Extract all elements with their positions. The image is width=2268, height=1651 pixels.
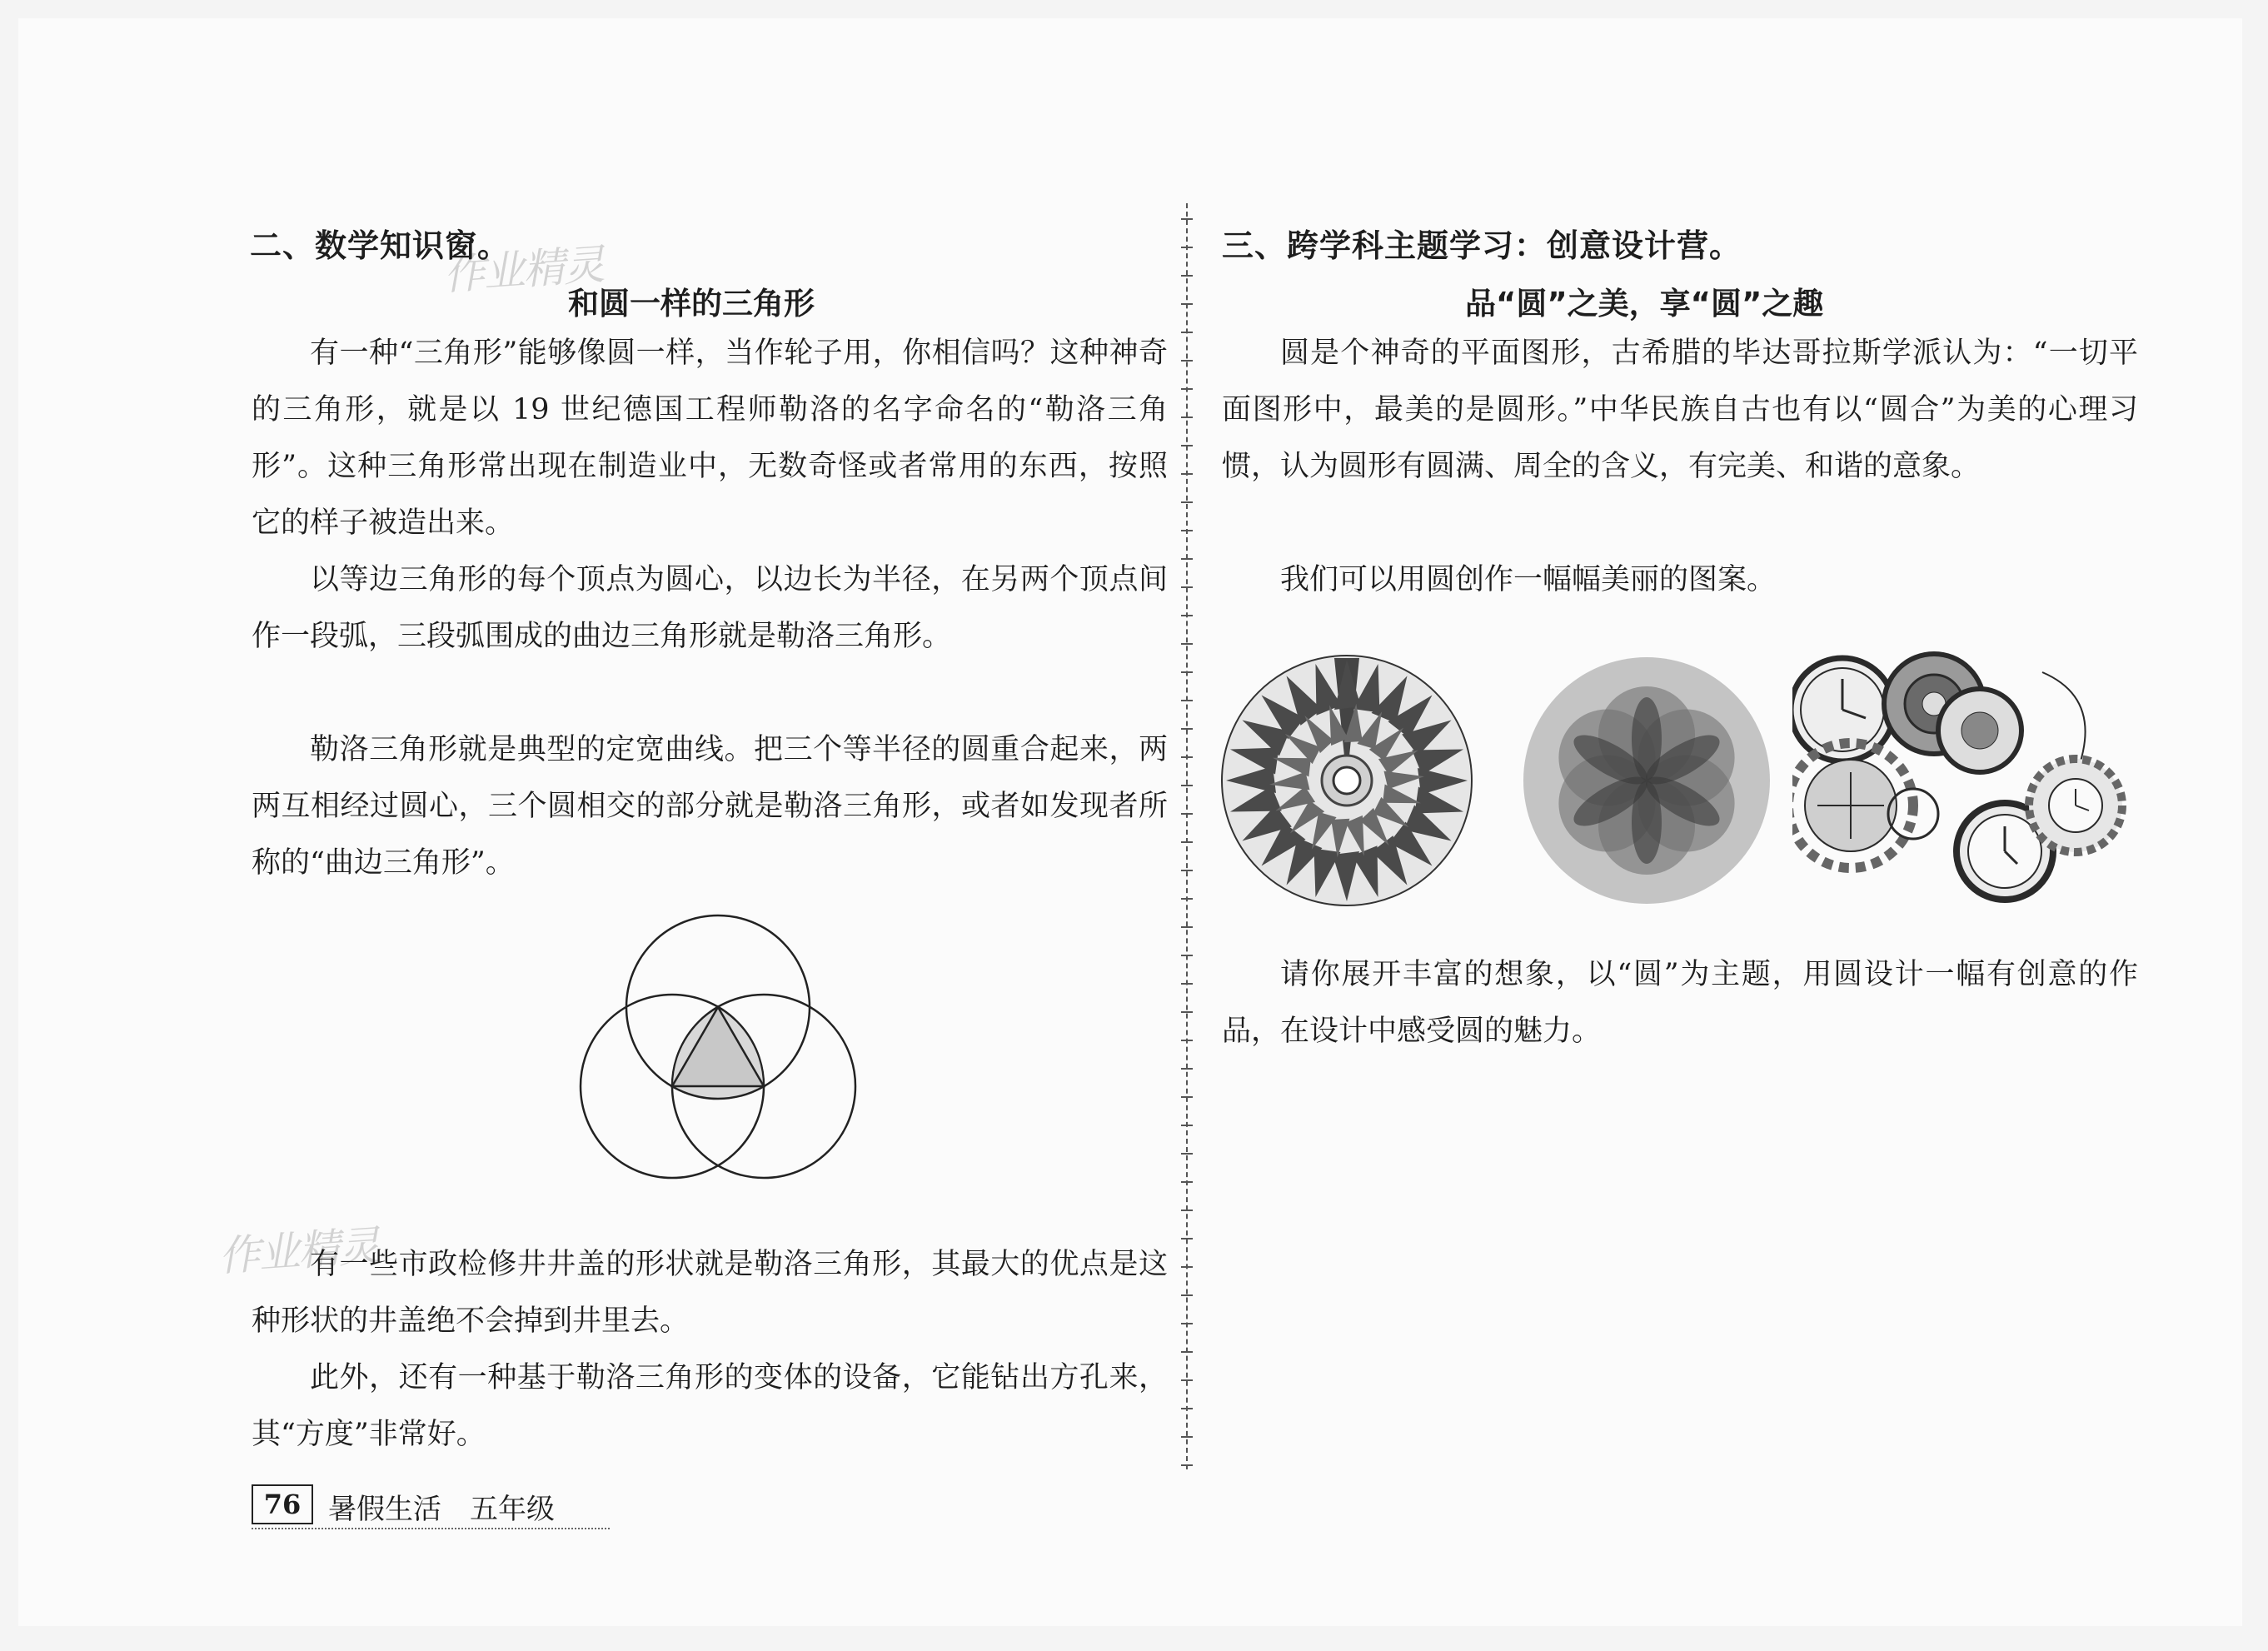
divider-tick [1181, 1125, 1193, 1126]
divider-tick [1181, 388, 1193, 390]
divider-tick [1181, 1011, 1193, 1013]
divider-tick [1181, 813, 1193, 815]
reuleaux-triangle-diagram [560, 914, 876, 1214]
divider-tick [1181, 1153, 1193, 1155]
paragraph-patterns: 我们可以用圆创作一幅幅美丽的图案。 [1280, 563, 1777, 596]
divider-tick [1181, 983, 1193, 985]
divider-tick [1181, 1096, 1193, 1098]
divider-tick [1181, 530, 1193, 531]
divider-tick [1181, 501, 1193, 503]
paragraph-constant-width: 勒洛三角形就是典型的定宽曲线。把三个等半径的圆重合起来，两两互相经过圆心，三个圆相交的部分就是勒洛三角形，或者如发现者所称的“曲边三角形”。 [252, 733, 1168, 880]
section-heading-design-camp: 三、跨学科主题学习：创意设计营。 [1222, 227, 1742, 264]
divider-tick [1181, 1464, 1193, 1466]
divider-tick [1181, 303, 1193, 305]
page-number: 76 [252, 1484, 313, 1524]
divider-tick [1181, 558, 1193, 560]
divider-tick [1181, 445, 1193, 446]
divider-tick [1181, 1379, 1193, 1381]
divider-tick [1181, 700, 1193, 701]
workbook-page [18, 18, 2242, 1626]
divider-tick [1181, 926, 1193, 928]
divider-tick [1181, 1408, 1193, 1409]
divider-tick [1181, 275, 1193, 277]
divider-tick [1181, 643, 1193, 645]
divider-tick [1181, 1266, 1193, 1268]
divider-tick [1181, 247, 1193, 248]
watermark-logo: 作业精灵 [441, 240, 606, 300]
book-title: 暑假生活 五年级 [328, 1493, 555, 1526]
divider-tick [1181, 955, 1193, 956]
divider-tick [1181, 1294, 1193, 1296]
divider-tick [1181, 841, 1193, 843]
divider-tick [1181, 671, 1193, 673]
article-title-reuleaux: 和圆一样的三角形 [568, 286, 815, 322]
paragraph-intro: 有一种“三角形”能够像圆一样，当作轮子用，你相信吗？这种神奇的三角形，就是以 19 世纪德国工程师勒洛的名字命名的“勒洛三角形”。这种三角形常出现在制造业中，无数奇怪或者常用的东西，按照它的样子被造出来。 [252, 337, 1168, 540]
divider-tick [1181, 586, 1193, 588]
column-divider [1186, 203, 1188, 1469]
divider-tick [1181, 1351, 1193, 1353]
divider-tick [1181, 1040, 1193, 1041]
section-heading-math-window: 二、数学知识窗。 [250, 227, 511, 264]
divider-tick [1181, 1181, 1193, 1183]
divider-tick [1181, 416, 1193, 418]
divider-tick [1181, 1436, 1193, 1438]
footer-rule [252, 1528, 610, 1529]
divider-tick [1181, 1323, 1193, 1324]
watermark-logo: 作业精灵 [217, 1221, 381, 1281]
divider-tick [1181, 360, 1193, 362]
spiral-mandala-image [1218, 651, 1476, 910]
divider-tick [1181, 756, 1193, 758]
page-footer [252, 1484, 610, 1534]
article-title-circle-beauty: 品“圆”之美，享“圆”之趣 [1465, 286, 1824, 322]
divider-tick [1181, 870, 1193, 871]
paragraph-construction: 以等边三角形的每个顶点为圆心，以边长为半径，在另两个顶点间作一段弧，三段弧围成的曲边三角形就是勒洛三角形。 [252, 563, 1168, 653]
divider-tick [1181, 1238, 1193, 1239]
paragraph-design-task: 请你展开丰富的想象，以“圆”为主题，用圆设计一幅有创意的作品，在设计中感受圆的魅力。 [1222, 958, 2138, 1048]
divider-tick [1181, 728, 1193, 730]
divider-tick [1181, 473, 1193, 475]
divider-tick [1181, 1210, 1193, 1211]
divider-tick [1181, 898, 1193, 900]
divider-tick [1181, 332, 1193, 333]
flower-circle-image [1518, 651, 1776, 910]
divider-tick [1181, 1068, 1193, 1070]
divider-tick [1181, 785, 1193, 786]
paragraph-square-drill: 此外，还有一种基于勒洛三角形的变体的设备，它能钻出方孔来，其“方度”非常好。 [252, 1361, 1168, 1451]
paragraph-manhole: 有一些市政检修井井盖的形状就是勒洛三角形，其最大的优点是这种形状的井盖绝不会掉到井里去。 [252, 1248, 1168, 1338]
clocks-gears-image [1792, 639, 2142, 905]
divider-tick [1181, 218, 1193, 220]
divider-tick [1181, 615, 1193, 616]
paragraph-pythagoras: 圆是个神奇的平面图形，古希腊的毕达哥拉斯学派认为：“一切平面图形中，最美的是圆形。”中华民族自古也有以“圆合”为美的心理习惯，认为圆形有圆满、周全的含义，有完美、和谐的意象。 [1222, 337, 2138, 483]
